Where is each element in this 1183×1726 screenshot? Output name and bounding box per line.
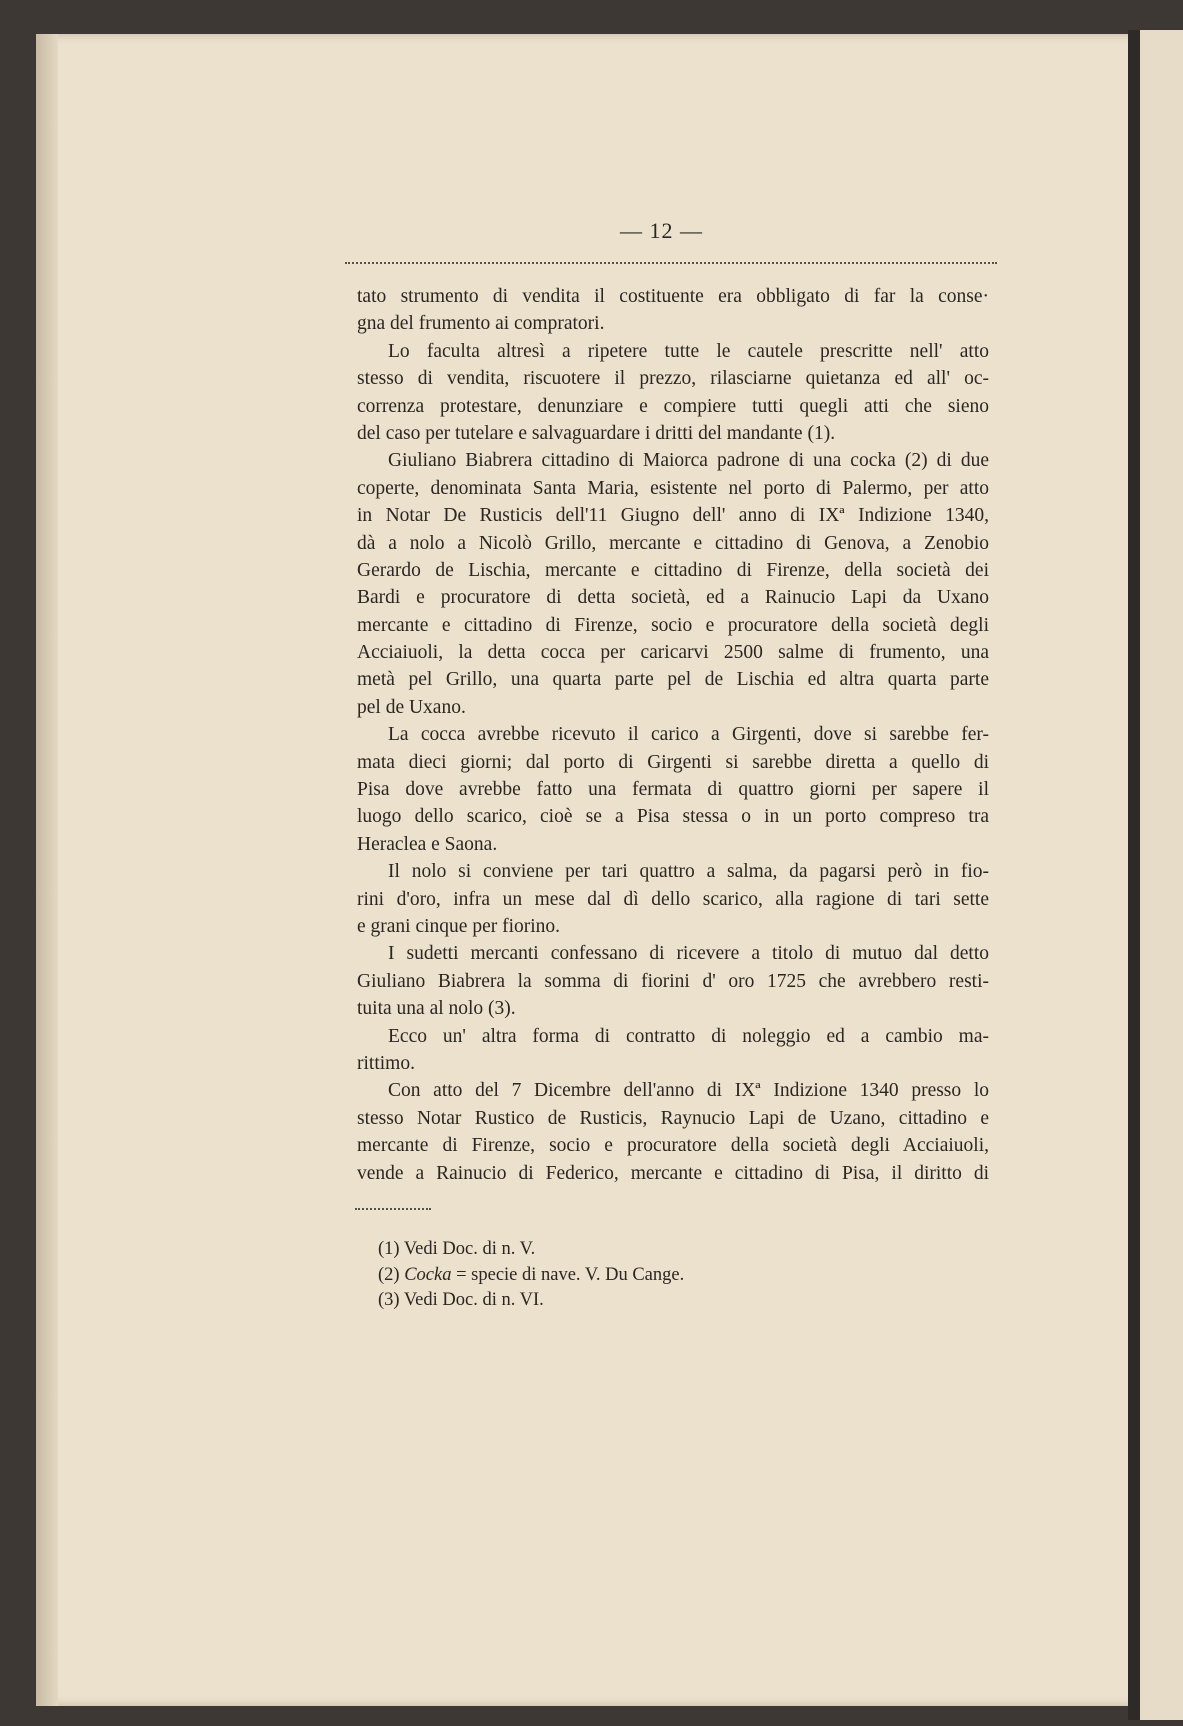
footnote-text: = specie di nave. V. Du Cange.	[456, 1264, 685, 1285]
text-line: luogo dello scarico, cioè se a Pisa stessa o in un porto compreso tra	[357, 806, 989, 828]
text-line: rittimo.	[357, 1052, 415, 1074]
page-spine	[36, 34, 58, 1706]
text-line: Bardi e procuratore di detta società, ed a Rainucio Lapi da Uxano	[357, 587, 989, 609]
body-text	[357, 283, 989, 1187]
paragraph	[357, 283, 989, 338]
footnote	[378, 1237, 684, 1263]
text-line: coperte, denominata Santa Maria, esistente nel porto di Palermo, per atto	[357, 477, 989, 499]
text-line: stesso di vendita, riscuotere il prezzo, rilasciarne quietanza ed all' oc-	[357, 368, 989, 390]
text-line: Gerardo de Lischia, mercante e cittadino di Firenze, della società dei	[357, 559, 989, 581]
text-line: Giuliano Biabrera la somma di fiorini d' oro 1725 che avrebbero resti-	[357, 970, 989, 992]
text-line: vende a Rainucio di Federico, mercante e cittadino di Pisa, il diritto di	[357, 1162, 989, 1184]
text-line: mercante di Firenze, socio e procuratore della società degli Acciaiuoli,	[357, 1135, 989, 1157]
paragraph	[357, 1077, 989, 1187]
footnote-rule	[355, 1208, 431, 1210]
text-line: Il nolo si conviene per tari quattro a salma, da pagarsi però in fio-	[388, 861, 989, 883]
paragraph	[357, 447, 989, 721]
text-line: Acciaiuoli, la detta cocca per caricarvi 2500 salme di frumento, una	[357, 642, 989, 664]
text-line: correnza protestare, denunziare e compiere tutti quegli atti che sieno	[357, 395, 989, 417]
paragraph	[357, 721, 989, 858]
header-dotted-rule	[345, 262, 997, 264]
text-line: e grani cinque per fiorino.	[357, 915, 561, 937]
text-line: I sudetti mercanti confessano di ricevere a titolo di mutuo dal detto	[388, 943, 989, 965]
text-line: mercante e cittadino di Firenze, socio e procuratore della società degli	[357, 614, 989, 636]
facing-page-edge	[1140, 30, 1183, 1720]
footnote	[378, 1263, 684, 1289]
text-line: Con atto del 7 Dicembre dell'anno di IXª Indizione 1340 presso lo	[388, 1080, 989, 1102]
paragraph	[357, 858, 989, 940]
text-line: pel de Uxano.	[357, 696, 466, 718]
text-line: stesso Notar Rustico de Rusticis, Raynucio Lapi de Uzano, cittadino e	[357, 1107, 989, 1129]
footnote-mark: (1)	[378, 1239, 400, 1259]
footnote-mark: (3)	[378, 1290, 400, 1310]
footnote	[378, 1288, 684, 1314]
text-line: dà a nolo a Nicolò Grillo, mercante e cittadino di Genova, a Zenobio	[357, 532, 989, 554]
text-line: Heraclea e Saona.	[357, 833, 498, 855]
page-number: — 12 —	[620, 218, 703, 243]
text-line: Ecco un' altra forma di contratto di noleggio ed a cambio ma-	[388, 1025, 989, 1047]
text-line: tuita una al nolo (3).	[357, 998, 516, 1020]
text-line: in Notar De Rusticis dell'11 Giugno dell' anno di IXª Indizione 1340,	[357, 505, 989, 527]
footnote-mark: (2)	[378, 1264, 400, 1285]
footnote-text: Vedi Doc. di n. V.	[403, 1239, 536, 1259]
text-line: gna del frumento ai compratori.	[357, 313, 605, 335]
text-line: mata dieci giorni; dal porto di Girgenti si sarebbe diretta a quello di	[357, 751, 989, 773]
text-line: tato strumento di vendita il costituente era obbligato di far la conse·	[357, 286, 989, 307]
footnotes	[378, 1237, 684, 1314]
paragraph	[357, 940, 989, 1022]
text-line: rini d'oro, infra un mese dal dì dello scarico, alla ragione di tari sette	[357, 888, 989, 910]
text-line: Lo faculta altresì a ripetere tutte le cautele prescritte nell' atto	[388, 340, 989, 362]
footnote-text: Vedi Doc. di n. VI.	[403, 1290, 544, 1310]
footnote-italic: Cocka	[404, 1264, 452, 1285]
paragraph	[357, 1023, 989, 1078]
text-line: metà pel Grillo, una quarta parte pel de Lischia ed altra quarta parte	[357, 669, 989, 691]
text-line: Pisa dove avrebbe fatto una fermata di quattro giorni per sapere il	[357, 779, 989, 801]
text-line: La cocca avrebbe ricevuto il carico a Girgenti, dove si sarebbe fer-	[388, 724, 989, 746]
text-line: del caso per tutelare e salvaguardare i dritti del mandante (1).	[357, 422, 836, 444]
paragraph	[357, 338, 989, 448]
text-line: Giuliano Biabrera cittadino di Maiorca padrone di una cocka (2) di due	[388, 450, 989, 472]
